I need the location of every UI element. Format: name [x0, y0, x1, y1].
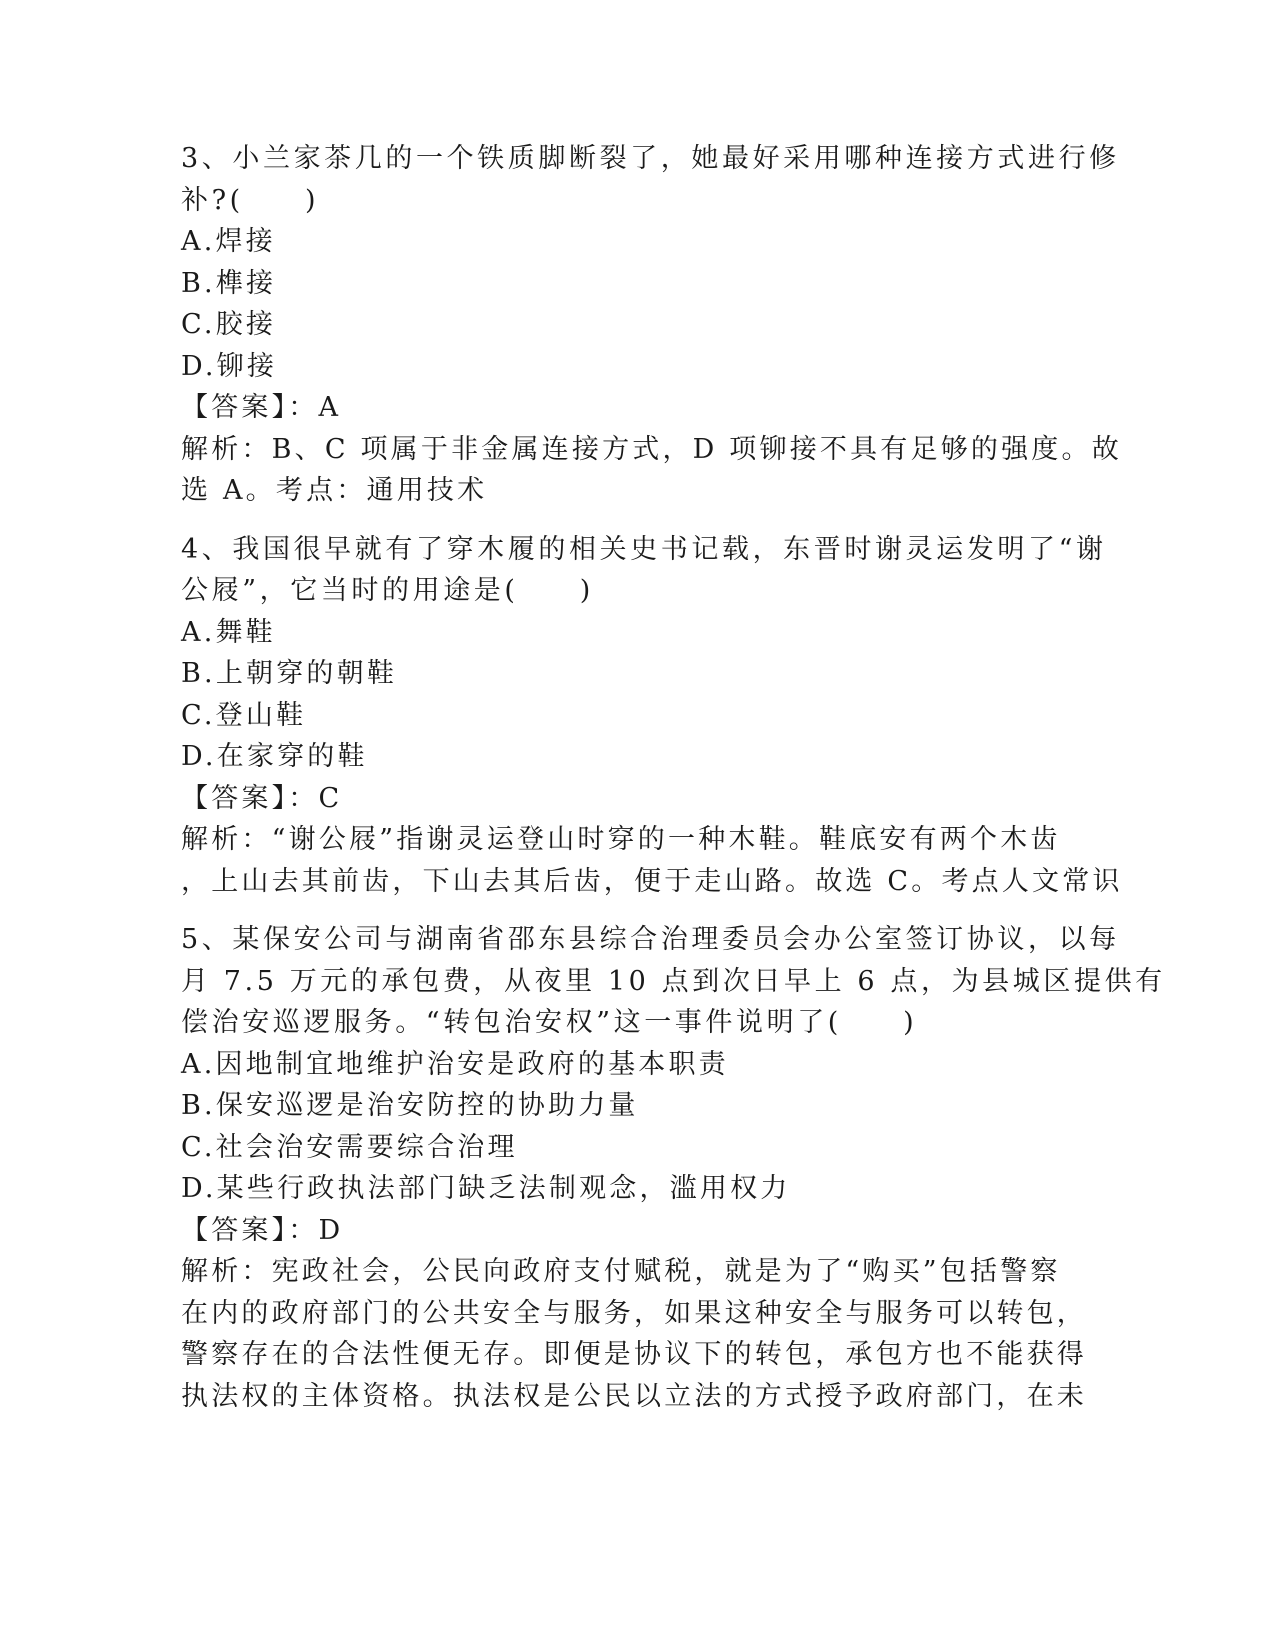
stem-line: 偿治安巡逻服务。“转包治安权”这一事件说明了( ) [181, 1007, 918, 1038]
question-stem [181, 919, 1166, 1044]
option-b: B.保安巡逻是治安防控的协助力量 [181, 1090, 639, 1121]
stem-line: 补?( ) [181, 184, 320, 216]
question-3 [181, 138, 1122, 512]
analysis-line: ，上山去其前齿，下山去其后齿，便于走山路。故选 C。考点人文常识 [181, 865, 1123, 897]
question-4 [181, 529, 1123, 903]
answer: 【答案】：D [181, 1214, 344, 1246]
option-d: D.某些行政执法部门缺乏法制观念，滥用权力 [181, 1173, 791, 1204]
analysis-line: 解析：“谢公屐”指谢灵运登山时穿的一种木鞋。鞋底安有两个木齿 [181, 824, 1061, 855]
stem-line: 公屐”，它当时的用途是( ) [181, 575, 594, 606]
option-d: D.在家穿的鞋 [181, 741, 368, 772]
analysis-line: 解析：宪政社会，公民向政府支付赋税，就是为了“购买”包括警察 [181, 1256, 1061, 1287]
option-a: A.因地制宜地维护治安是政府的基本职责 [181, 1048, 729, 1080]
document-page [181, 138, 1166, 1417]
answer: 【答案】：A [181, 392, 342, 423]
option-c: C.社会治安需要综合治理 [181, 1131, 518, 1163]
analysis-line: 执法权的主体资格。执法权是公民以立法的方式授予政府部门，在未 [181, 1380, 1087, 1412]
option-c: C.胶接 [181, 309, 277, 340]
analysis-line: 选 A。考点：通用技术 [181, 475, 488, 506]
option-a: A.舞鞋 [181, 616, 276, 648]
question-stem [181, 138, 1120, 221]
stem-line: 月 7.5 万元的承包费，从夜里 10 点到次日早上 6 点，为县城区提供有 [181, 965, 1166, 997]
option-c: C.登山鞋 [181, 699, 307, 731]
option-a: A.焊接 [181, 226, 276, 257]
option-d: D.铆接 [181, 350, 278, 382]
question-5 [181, 919, 1166, 1417]
analysis-line: 警察存在的合法性便无存。即便是协议下的转包，承包方也不能获得 [181, 1339, 1087, 1370]
answer: 【答案】：C [181, 782, 343, 814]
option-b: B.上朝穿的朝鞋 [181, 658, 398, 689]
stem-line: 5、某保安公司与湖南省邵东县综合治理委员会办公室签订协议，以每 [181, 924, 1120, 955]
analysis-line: 在内的政府部门的公共安全与服务，如果这种安全与服务可以转包， [181, 1297, 1087, 1329]
option-b: B.榫接 [181, 267, 277, 299]
stem-line: 4、我国很早就有了穿木履的相关史书记载，东晋时谢灵运发明了“谢 [181, 533, 1107, 565]
stem-line: 3、小兰家茶几的一个铁质脚断裂了，她最好采用哪种连接方式进行修 [181, 143, 1120, 174]
question-stem [181, 529, 1107, 612]
analysis-line: 解析：B、C 项属于非金属连接方式，D 项铆接不具有足够的强度。故 [181, 433, 1122, 465]
